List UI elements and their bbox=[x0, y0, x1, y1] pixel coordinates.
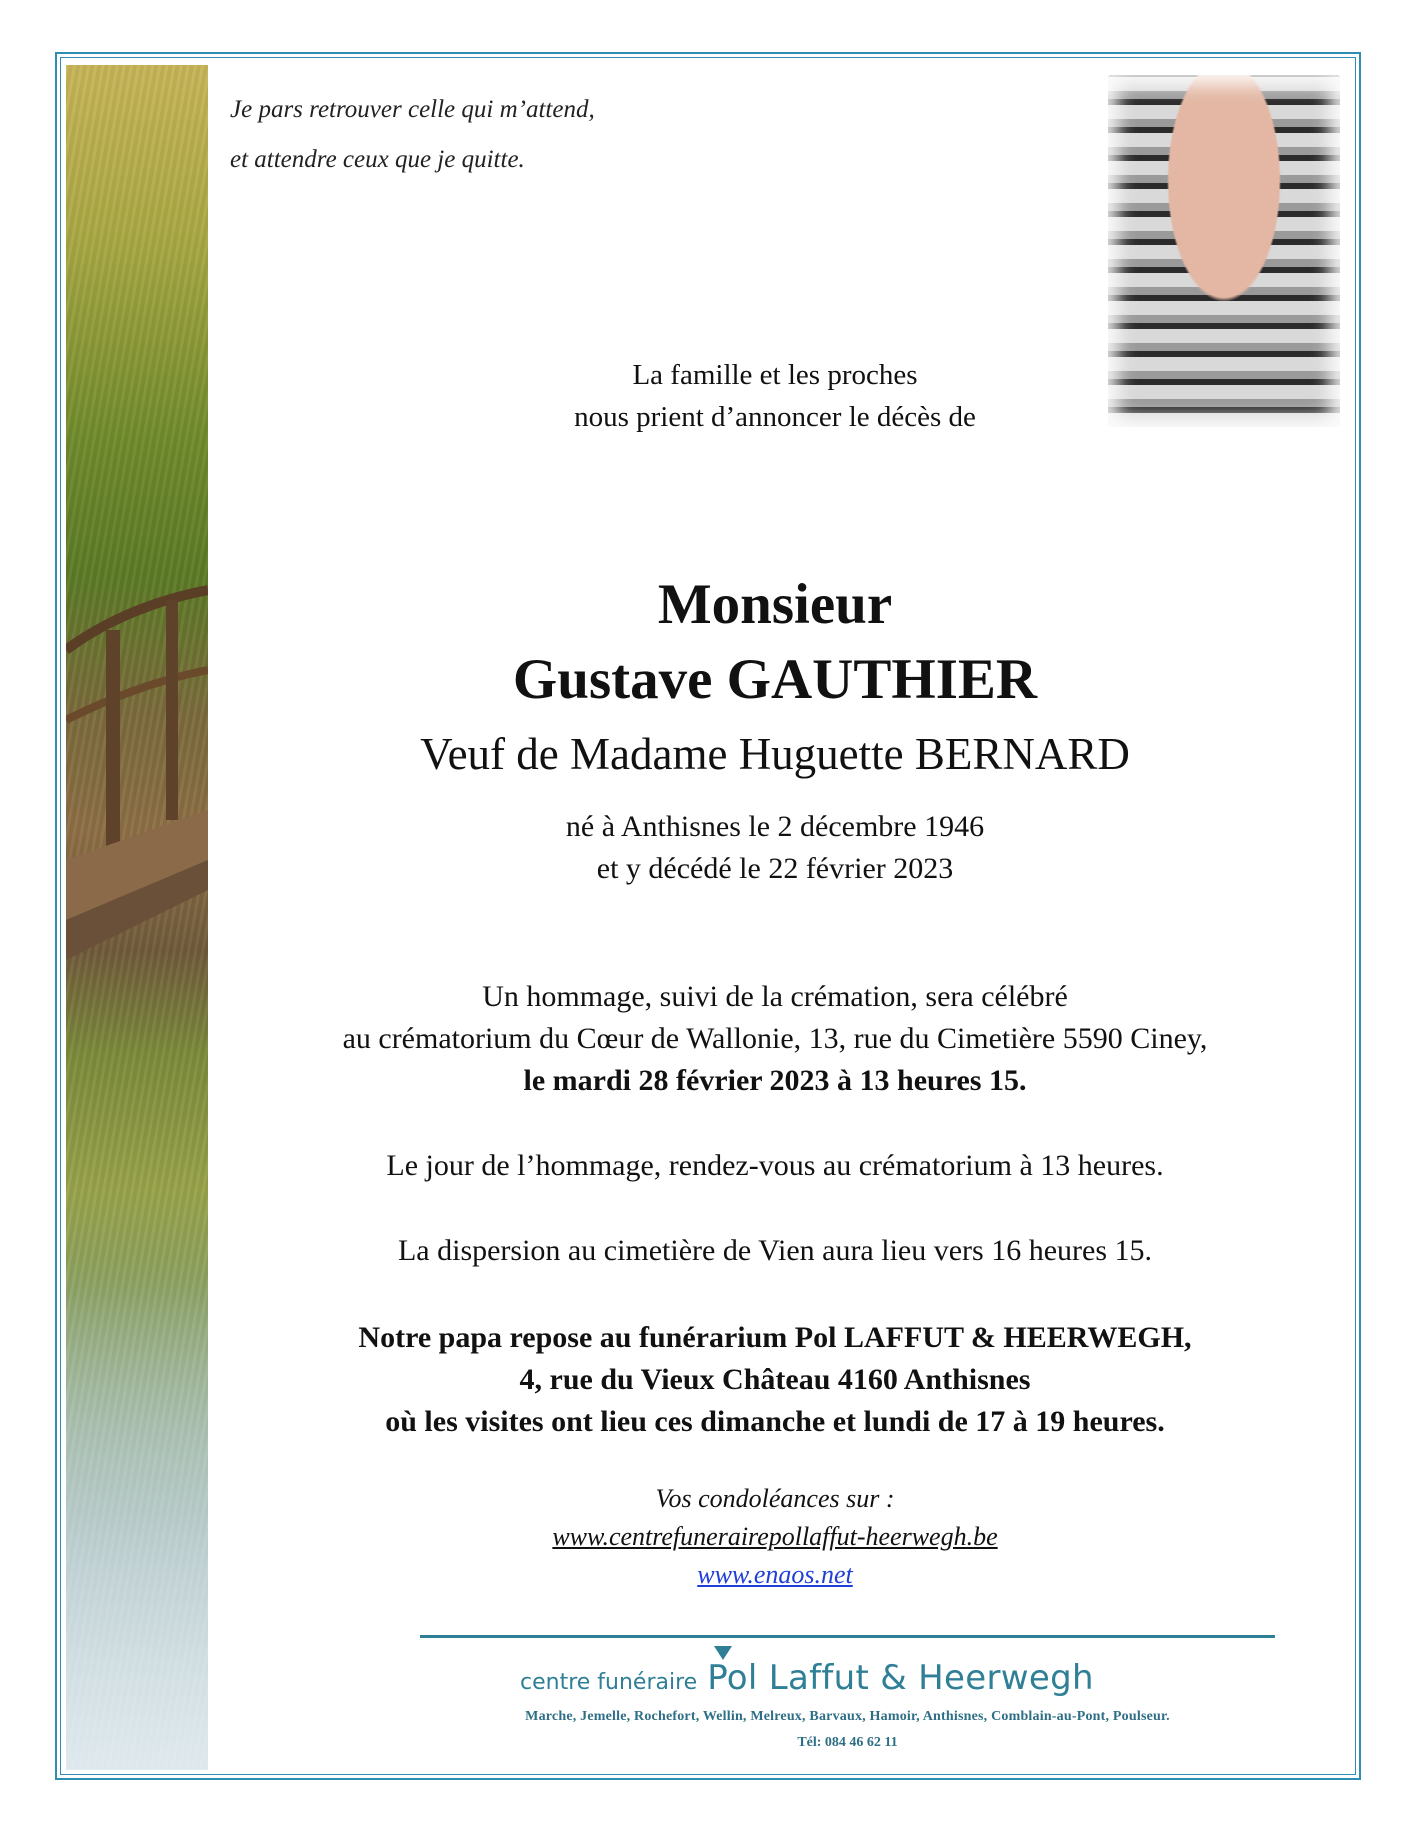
dispersion-info: La dispersion au cimetière de Vien aura lieu vers 16 heures 15. bbox=[397, 1234, 1153, 1267]
logo-prefix: centre funéraire bbox=[520, 1670, 698, 1695]
announcement-line-1: La famille et les proches bbox=[632, 359, 918, 391]
quote-line-2: et attendre ceux que je quitte. bbox=[230, 146, 525, 173]
condolences-link-enaos[interactable]: www.enaos.net bbox=[697, 1560, 853, 1589]
rest-line-3: où les visites ont lieu ces dimanche et lundi de 17 à 19 heures. bbox=[385, 1405, 1165, 1438]
death-line: et y décédé le 22 février 2023 bbox=[596, 852, 954, 885]
condolences bbox=[210, 1480, 1340, 1594]
birth-line: né à Anthisnes le 2 décembre 1946 bbox=[565, 810, 985, 843]
announcement bbox=[210, 354, 1340, 438]
funeral-home-branches: Marche, Jemelle, Rochefort, Wellin, Melreux, Barvaux, Hamoir, Anthisnes, Comblain-au-Pont, Poulseur. bbox=[525, 1709, 1170, 1724]
birth-death-dates bbox=[210, 806, 1340, 890]
announcement-line-2: nous prient d’annoncer le décès de bbox=[574, 401, 976, 433]
ceremony-date: le mardi 28 février 2023 à 13 heures 15. bbox=[523, 1064, 1027, 1097]
funeral-home-logo bbox=[520, 1658, 1220, 1698]
honorific: Monsieur bbox=[657, 573, 893, 636]
quote-line-1: Je pars retrouver celle qui m’attend, bbox=[230, 96, 595, 123]
rest-line-1: Notre papa repose au funérarium Pol LAFFUT & HEERWEGH, bbox=[358, 1321, 1192, 1354]
meeting-info: Le jour de l’hommage, rendez-vous au crématorium à 13 heures. bbox=[386, 1149, 1164, 1182]
logo-divider bbox=[420, 1635, 1275, 1638]
funeral-home-phone: Tél: 084 46 62 11 bbox=[797, 1735, 898, 1750]
deceased-name: Gustave GAUTHIER bbox=[512, 648, 1038, 711]
condolences-link-funeral-home[interactable]: www.centrefunerairepollaffut-heerwegh.be bbox=[552, 1522, 998, 1551]
bridge-illustration bbox=[66, 560, 208, 980]
funerarium-info bbox=[210, 1317, 1340, 1443]
logo-name: Pol Laffut & Heerwegh bbox=[707, 1658, 1094, 1698]
rest-line-2: 4, rue du Vieux Château 4160 Anthisnes bbox=[519, 1363, 1031, 1396]
ceremony-info bbox=[210, 976, 1340, 1102]
condolences-label: Vos condoléances sur : bbox=[655, 1484, 895, 1513]
widow-of: Veuf de Madame Huguette BERNARD bbox=[420, 729, 1130, 779]
ceremony-line-1: Un hommage, suivi de la crémation, sera célébré bbox=[482, 980, 1068, 1013]
ceremony-line-2: au crématorium du Cœur de Wallonie, 13, rue du Cimetière 5590 Ciney, bbox=[342, 1022, 1208, 1055]
quote bbox=[230, 85, 830, 185]
